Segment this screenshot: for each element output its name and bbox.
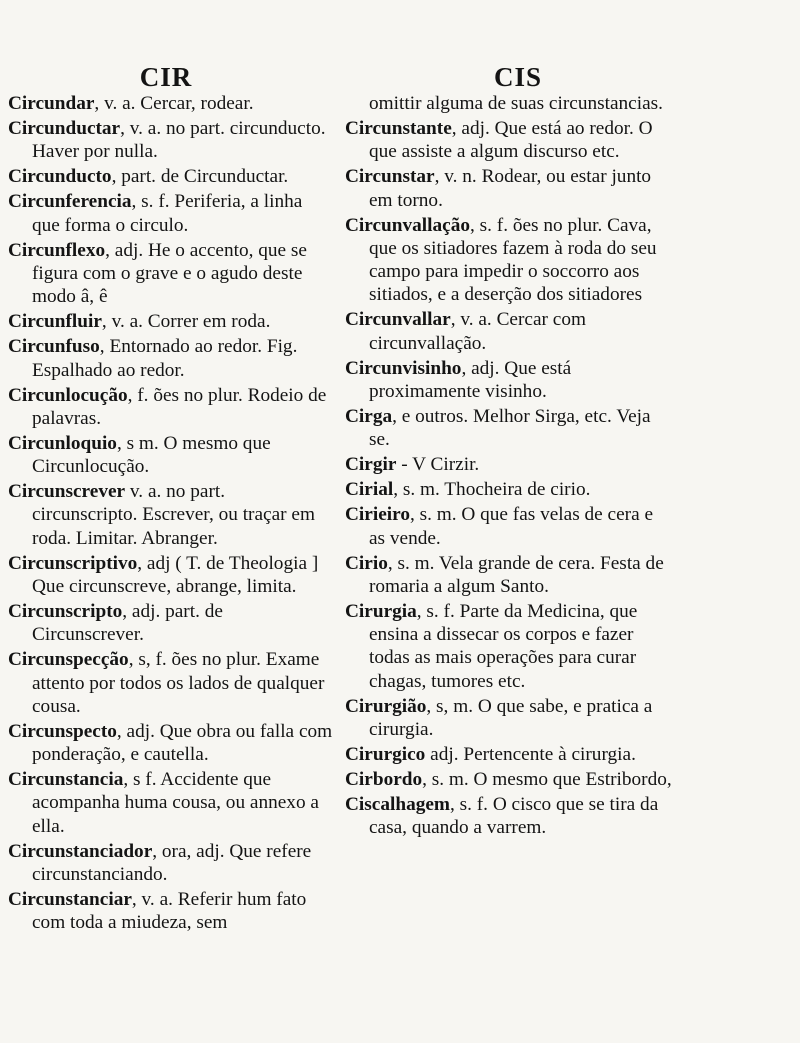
entry-definition: , s f. Accidente que acompanha huma cousa, ou annexo a ella. <box>32 769 319 837</box>
entry-headword: Circunscripto <box>8 601 123 623</box>
entry-headword: Cirga <box>345 405 393 427</box>
dictionary-entry <box>8 117 333 163</box>
entry-headword: Circunvisinho <box>345 357 462 379</box>
entry-definition: - V Cirzir. <box>396 454 480 476</box>
entry-headword: Circunductar <box>8 118 121 140</box>
entry-definition: , adj. part. de Circunscrever. <box>32 601 223 646</box>
entry-headword: Circunspecção <box>8 649 129 671</box>
entry-headword: Circunstanciar <box>8 888 132 910</box>
entry-definition: , v. a. Cercar, rodear. <box>94 93 254 114</box>
dictionary-entry <box>8 480 333 550</box>
dictionary-entry <box>8 239 333 309</box>
dictionary-entry <box>345 357 673 403</box>
dictionary-entry <box>8 165 333 188</box>
entry-headword: Circunstancia <box>8 769 124 791</box>
dictionary-entry <box>345 308 673 354</box>
dictionary-entry <box>345 478 673 501</box>
entry-definition: , s, m. O que sabe, e pratica a cirurgia. <box>369 695 653 740</box>
dictionary-entry <box>8 768 333 838</box>
dictionary-entry <box>8 92 333 115</box>
entry-definition: , s. m. O mesmo que Estribordo, <box>422 769 672 791</box>
entry-headword: Circunvallar <box>345 309 451 331</box>
entry-headword: Cirio <box>345 552 388 574</box>
dictionary-entry <box>345 165 673 211</box>
dictionary-entry <box>345 743 673 766</box>
entry-headword: Ciscalhagem <box>345 794 450 816</box>
entry-headword: Circunlocução <box>8 384 128 406</box>
entry-definition: , adj ( T. de Theologia ] Que circunscreve, abrange, limita. <box>32 552 319 597</box>
entry-definition: , v. a. Referir hum fato com toda a miudeza, sem <box>32 888 307 934</box>
dictionary-entry <box>345 405 673 451</box>
entry-headword: Circunducto <box>8 166 112 188</box>
entry-headword: Circunscriptivo <box>8 552 138 574</box>
entry-headword: Circunferencia <box>8 191 132 213</box>
entry-definition: v. a. no part. circunscripto. Escrever, ou traçar em roda. Limitar. Abranger. <box>32 481 315 549</box>
dictionary-entry <box>345 600 673 693</box>
dictionary-entry <box>345 453 673 476</box>
dictionary-entry <box>8 648 333 718</box>
dictionary-entry <box>345 92 673 115</box>
entry-definition: adj. Pertencente à cirurgia. <box>425 744 636 766</box>
dictionary-entry <box>8 335 333 381</box>
dictionary-entry <box>8 432 333 478</box>
entry-definition: , adj. He o accento, que se figura com o grave e o agudo deste modo â, ê <box>32 239 307 308</box>
right-column <box>345 92 673 842</box>
entry-definition: omittir alguma de suas circunstancias. <box>369 93 663 114</box>
right-running-header: CIS <box>493 62 543 92</box>
dictionary-entry <box>345 793 673 839</box>
entry-definition: , s. f. Parte da Medicina, que ensina a dissecar os corpos e fazer todas as mais operações para curar chagas, tumores etc. <box>369 601 638 692</box>
entry-headword: Circundar <box>8 93 95 114</box>
entry-headword: Cirurgião <box>345 695 427 717</box>
entry-headword: Circunfluir <box>8 311 102 333</box>
entry-headword: Cirgir <box>345 454 397 476</box>
entry-headword: Cirieiro <box>345 504 410 526</box>
entry-definition: , e outros. Melhor Sirga, etc. Veja se. <box>369 405 651 451</box>
entry-headword: Cirbordo <box>345 769 423 791</box>
entry-definition: , adj. Que está proximamente visinho. <box>369 357 572 402</box>
entry-headword: Circunvallação <box>345 214 470 236</box>
entry-headword: Circunspecto <box>8 720 117 742</box>
entry-headword: Circunstante <box>345 118 452 140</box>
entry-definition: , s m. O mesmo que Circunlocução. <box>32 432 271 478</box>
dictionary-entry <box>8 600 333 646</box>
dictionary-entry <box>345 695 673 741</box>
entry-definition: , adj. Que obra ou falla com ponderação, e cautella. <box>32 720 333 766</box>
entry-definition: , v. a. no part. circunducto. Haver por nulla. <box>32 118 326 163</box>
entry-definition: , v. a. Cercar com circunvallação. <box>369 309 586 354</box>
entry-definition: , f. ões no plur. Rodeio de palavras. <box>32 384 327 429</box>
dictionary-entry <box>345 214 673 307</box>
entry-definition: , adj. Que está ao redor. O que assiste a algum discurso etc. <box>369 118 653 163</box>
entry-definition: , v. a. Correr em roda. <box>101 311 271 333</box>
dictionary-entry <box>8 310 333 333</box>
dictionary-entry <box>8 552 333 598</box>
entry-definition: , s. m. Thocheira de cirio. <box>393 479 591 501</box>
entry-definition: , s. m. O que fas velas de cera e as vende. <box>369 504 654 549</box>
entry-definition: , s. f. Periferia, a linha que forma o circulo. <box>32 191 303 236</box>
entry-definition: , ora, adj. Que refere circunstanciando. <box>32 840 312 885</box>
left-column <box>8 92 333 936</box>
dictionary-entry <box>8 384 333 430</box>
entry-headword: Circunfuso <box>8 336 100 358</box>
entry-headword: Circunstanciador <box>8 840 153 862</box>
dictionary-entry <box>345 552 673 598</box>
entry-definition: , s, f. ões no plur. Exame attento por todos os lados de qualquer cousa. <box>32 649 325 717</box>
entry-headword: Cirial <box>345 479 394 501</box>
entry-definition: , s. f. O cisco que se tira da casa, quando a varrem. <box>369 794 659 839</box>
entry-headword: Circunstar <box>345 166 435 188</box>
entry-headword: Cirurgia <box>345 601 417 623</box>
dictionary-entry <box>8 840 333 886</box>
entry-definition: , s. f. ões no plur. Cava, que os sitiadores fazem à roda do seu campo para impedir o soccorro aos sitiados, e a deserção dos sitiadores <box>369 214 657 306</box>
dictionary-entry <box>345 768 673 791</box>
entry-definition: , Entornado ao redor. Fig. Espalhado ao redor. <box>32 336 298 381</box>
dictionary-entry <box>8 888 333 934</box>
entry-headword: Circunflexo <box>8 239 106 261</box>
dictionary-entry <box>8 720 333 766</box>
dictionary-entry <box>345 503 673 549</box>
dictionary-entry <box>345 117 673 163</box>
left-running-header: CIR <box>139 62 193 92</box>
entry-definition: , part. de Circunductar. <box>111 166 289 188</box>
entry-headword: Circunscrever <box>8 481 126 503</box>
entry-definition: , s. m. Vela grande de cera. Festa de romaria a algum Santo. <box>369 552 664 597</box>
entry-headword: Cirurgico <box>345 744 426 766</box>
entry-headword: Circunloquio <box>8 432 117 454</box>
dictionary-entry <box>8 190 333 236</box>
entry-definition: , v. n. Rodear, ou estar junto em torno. <box>369 166 652 211</box>
